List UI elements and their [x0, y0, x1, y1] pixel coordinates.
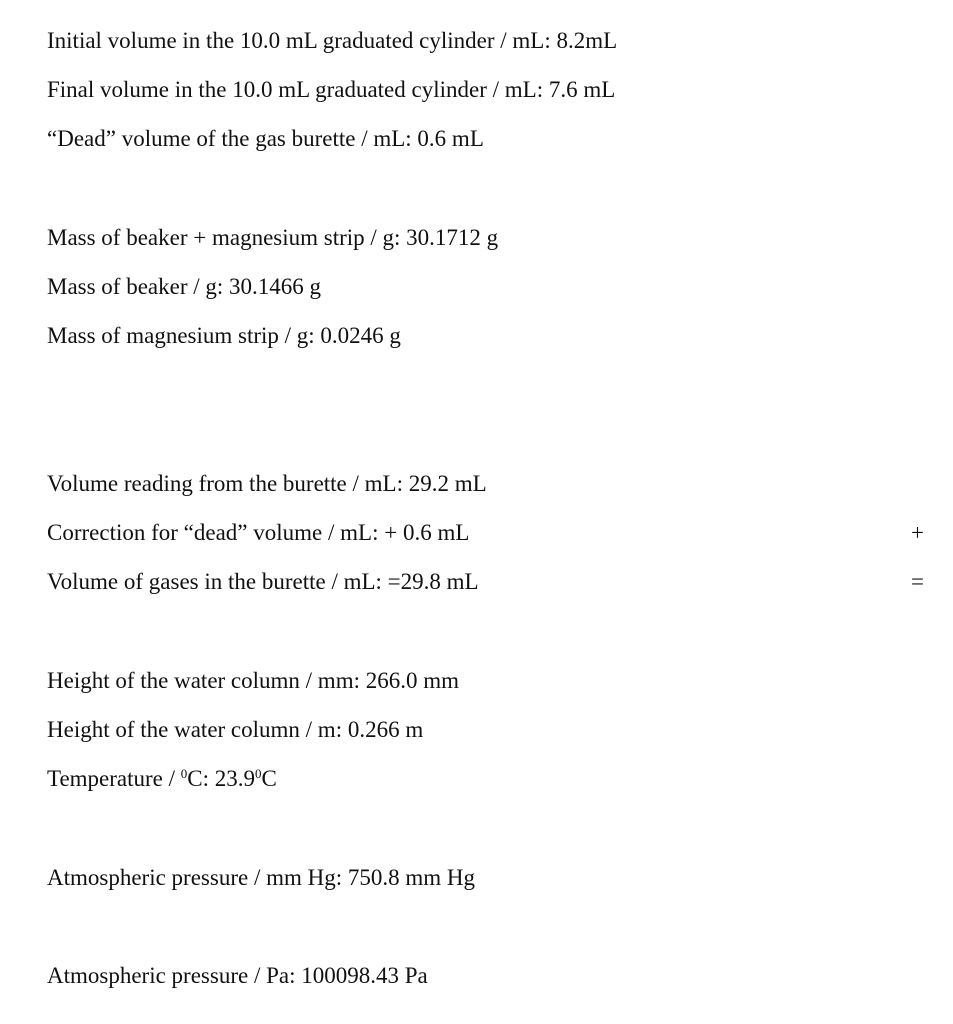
equals-sign: =: [911, 569, 924, 594]
water-height-m-line: Height of the water column / m: 0.266 m: [47, 717, 424, 742]
pressure-pa-line: Atmospheric pressure / Pa: 100098.43 Pa: [47, 963, 428, 988]
pressure-mmhg-line: Atmospheric pressure / mm Hg: 750.8 mm Hg: [47, 865, 476, 890]
plus-sign: +: [911, 520, 924, 545]
temperature-unit: C: [261, 766, 277, 791]
burette-reading-line: Volume reading from the burette / mL: 29.2 mL: [47, 471, 487, 496]
mass-strip-line: Mass of magnesium strip / g: 0.0246 g: [47, 323, 401, 348]
dead-volume-correction-line: Correction for “dead” volume / mL: + 0.6 mL: [47, 520, 470, 545]
temperature-prefix: Temperature /: [47, 766, 181, 791]
initial-volume-line: Initial volume in the 10.0 mL graduated cylinder / mL: 8.2mL: [47, 28, 618, 53]
mass-beaker-line: Mass of beaker / g: 30.1466 g: [47, 274, 322, 299]
water-height-mm-line: Height of the water column / mm: 266.0 mm: [47, 668, 460, 693]
temperature-value: C: 23.9: [187, 766, 256, 791]
final-volume-line: Final volume in the 10.0 mL graduated cylinder / mL: 7.6 mL: [47, 77, 616, 102]
gas-volume-line: Volume of gases in the burette / mL: =29.8 mL: [47, 569, 479, 594]
temperature-line: [47, 765, 277, 796]
dead-volume-line: “Dead” volume of the gas burette / mL: 0.6 mL: [47, 126, 484, 151]
mass-beaker-strip-line: Mass of beaker + magnesium strip / g: 30.1712 g: [47, 225, 499, 250]
degree-superscript: 0: [255, 766, 262, 781]
degree-superscript: 0: [180, 766, 188, 781]
